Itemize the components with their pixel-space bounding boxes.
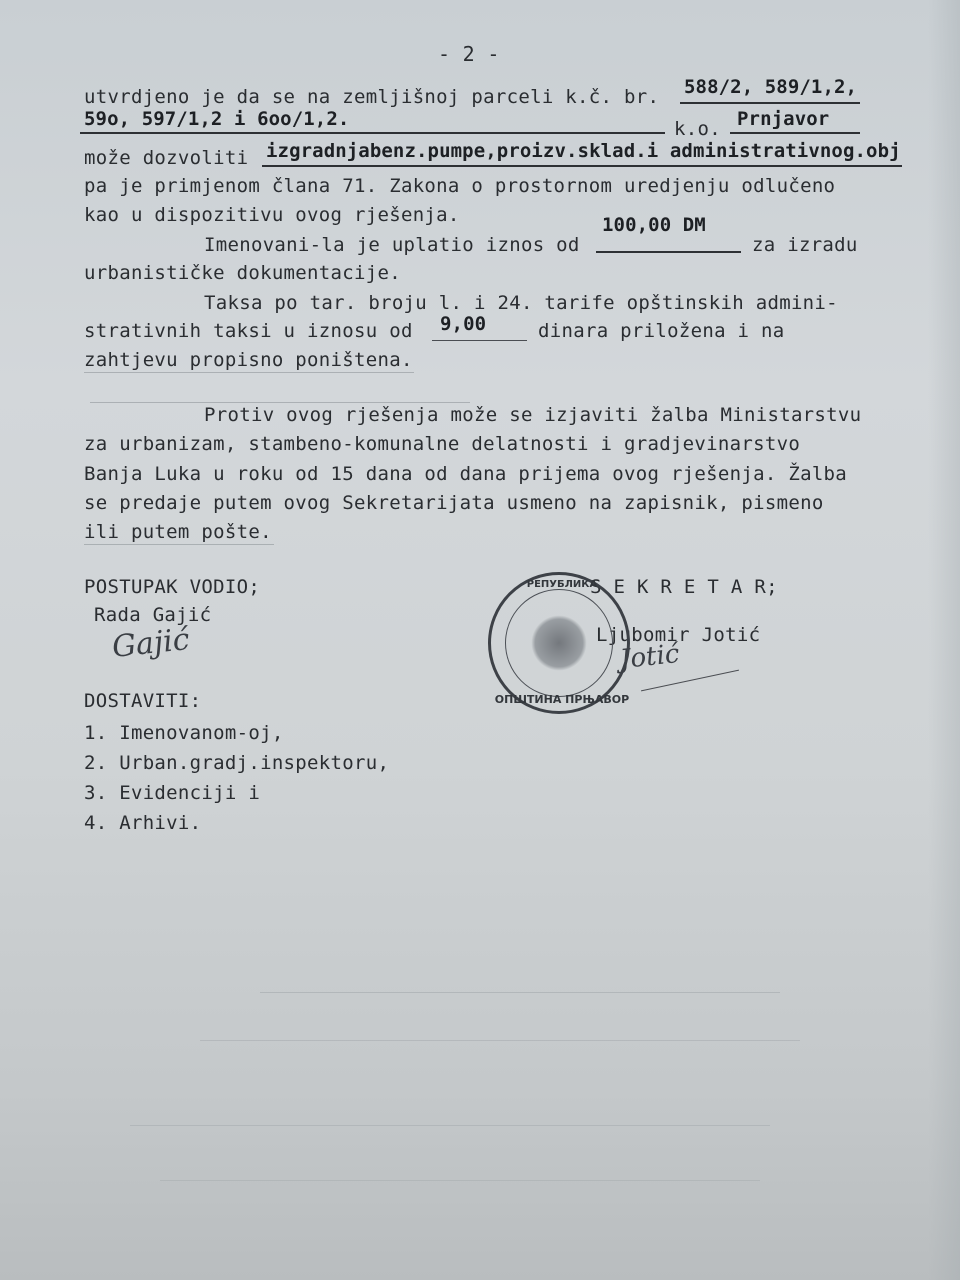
delivery-item-3: 3. Evidenciji i: [84, 782, 261, 804]
body-line-6-suffix: za izradu: [752, 234, 858, 256]
faint-rule-3: [84, 544, 274, 545]
ko-label: k.o.: [674, 118, 721, 140]
delivery-title: DOSTAVITI:: [84, 690, 202, 712]
underline-ko: [730, 132, 860, 134]
secretary-title: S E K R E T A R;: [590, 576, 778, 598]
paper-edge-shadow: [928, 0, 960, 1280]
body-line-8: Taksa po tar. broju l. i 24. tarife opštinskih admini-: [204, 292, 838, 314]
body-line-5: kao u dispozitivu ovog rješenja.: [84, 204, 460, 226]
ko-value: Prnjavor: [737, 108, 830, 130]
parcel-numbers-2: 59o, 597/1,2 i 6oo/1,2.: [84, 108, 350, 130]
underline-construction: [262, 165, 902, 167]
secretary-name: Ljubomir Jotić: [596, 624, 761, 646]
underline-parcels-1: [680, 102, 860, 104]
delivery-item-2: 2. Urban.gradj.inspektoru,: [84, 752, 390, 774]
underline-parcels-2: [80, 132, 665, 134]
body-line-4: pa je primjenom člana 71. Zakona o prostornom uredjenju odlučeno: [84, 175, 836, 197]
appeal-line-4: se predaje putem ovog Sekretarijata usmeno na zapisnik, pismeno: [84, 492, 824, 514]
underline-tax: [432, 340, 527, 341]
stamp-bottom-text: ОПШТИНА ПРЊАВОР: [494, 693, 630, 706]
delivery-item-4: 4. Arhivi.: [84, 812, 202, 834]
body-line-6-prefix: Imenovani-la je uplatio iznos od: [204, 234, 580, 256]
parcel-numbers-1: 588/2, 589/1,2,: [684, 76, 858, 98]
stamp-top-text: РЕПУБЛИКА: [526, 579, 598, 590]
signature-stroke: [641, 670, 739, 692]
procedure-led-by-title: POSTUPAK VODIO;: [84, 576, 261, 598]
body-line-3-prefix: može dozvoliti: [84, 147, 249, 169]
bleed-rule-2: [200, 1040, 800, 1041]
fee-amount: 100,00 DM: [602, 214, 706, 236]
appeal-line-1: Protiv ovog rješenja može se izjaviti žalba Ministarstvu: [204, 404, 862, 426]
faint-rule-2: [90, 402, 470, 403]
body-line-1: utvrdjeno je da se na zemljišnoj parceli k.č. br.: [84, 86, 660, 108]
official-stamp: [488, 572, 630, 714]
appeal-line-5: ili putem pošte.: [84, 521, 272, 543]
page-number: - 2 -: [438, 42, 500, 66]
body-line-7: urbanističke dokumentacije.: [84, 262, 401, 284]
body-line-9-suffix: dinara priložena i na: [538, 320, 785, 342]
appeal-line-3: Banja Luka u roku od 15 dana od dana prijema ovog rješenja. Žalba: [84, 463, 848, 485]
delivery-item-1: 1. Imenovanom-oj,: [84, 722, 284, 744]
underline-fee: [596, 251, 741, 253]
bleed-rule-1: [260, 992, 780, 993]
faint-rule-1: [84, 372, 414, 373]
body-line-10: zahtjevu propisno poništena.: [84, 349, 413, 371]
right-handwritten-signature: Jotić: [618, 638, 681, 676]
left-handwritten-signature: Gajić: [110, 622, 192, 665]
procedure-led-by-name: Rada Gajić: [94, 604, 212, 626]
bleed-rule-4: [160, 1180, 760, 1181]
body-line-9-prefix: strativnih taksi u iznosu od: [84, 320, 413, 342]
permitted-construction: izgradnjabenz.pumpe,proizv.sklad.i administrativnog.obj: [266, 140, 901, 162]
appeal-line-2: za urbanizam, stambeno-komunalne delatnosti i gradjevinarstvo: [84, 433, 801, 455]
tax-amount: 9,00: [440, 313, 487, 335]
coat-of-arms-icon: [531, 615, 587, 671]
bleed-rule-3: [130, 1125, 770, 1126]
